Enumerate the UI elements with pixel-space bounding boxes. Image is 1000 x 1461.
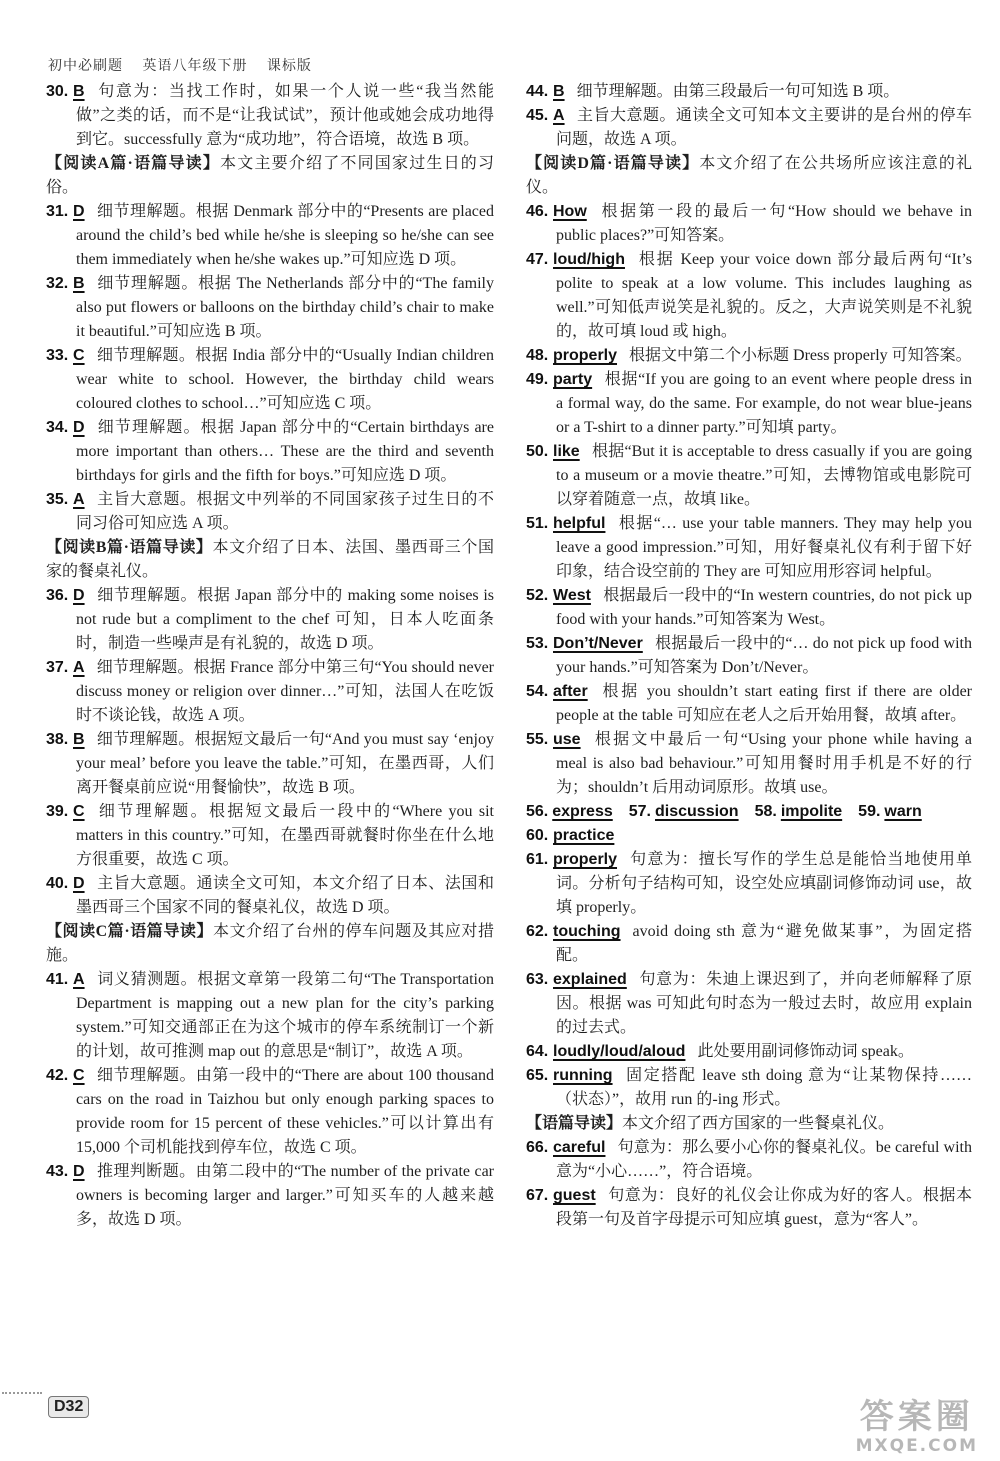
question-number: 65. (526, 1067, 549, 1084)
answer-item-61 (526, 848, 972, 920)
question-number: 62. (526, 923, 549, 940)
explanation-text: 主旨大意题。通读全文可知本文主要讲的是台州的停车问题，故选 A 项。 (556, 107, 972, 148)
passage-guide-d (526, 152, 972, 200)
answer-key: use (553, 731, 581, 748)
footer-dotted-rule (2, 1392, 42, 1396)
answer-item-48 (526, 344, 972, 368)
explanation-text: 根据“If you are going to an event where people dress in a formal way, do the same. For example, do not wear blue-jeans or a T-shirt to a dinner party.”可知填 party。 (556, 371, 972, 436)
question-number: 34. (46, 419, 69, 436)
question-number: 53. (526, 635, 549, 652)
answer-item-54 (526, 680, 972, 728)
question-number: 31. (46, 203, 69, 220)
explanation-text: 细节理解题。根据 India 部分中的“Usually Indian children wear white to school. However, the birthday child wears coloured clothes to school…”可知应选 C 项。 (76, 347, 494, 412)
answer-item-37 (46, 656, 494, 728)
right-column (526, 80, 972, 1232)
question-number: 39. (46, 803, 69, 820)
answer-key: C (73, 347, 85, 364)
answer-key: C (73, 803, 85, 820)
question-number: 48. (526, 347, 549, 364)
answer-key: A (73, 659, 85, 676)
answer-item-35 (46, 488, 494, 536)
section-label: 【阅读A篇·语篇导读】 (46, 155, 221, 172)
explanation-text: 根据“… use your table manners. They may help you leave a good impression.”可知，用好餐桌礼仪有利于留下好印象，结合设空前的 They are 可知应用形容词 helpful。 (556, 515, 972, 580)
answer-key: guest (553, 1187, 596, 1204)
question-number: 43. (46, 1163, 69, 1180)
book-edition: 课标版 (266, 58, 312, 74)
explanation-text: 句意为：当找工作时，如果一个人说一些“我当然能做”之类的话，而不是“让我试试”，预计他或她会成功地得到它。successfully 意为“成功地”，符合语境，故选 B 项。 (76, 83, 494, 148)
answer-item-64 (526, 1040, 972, 1064)
answer-key: like (553, 443, 580, 460)
watermark-logo (856, 1398, 978, 1456)
answer-key: B (553, 83, 565, 100)
section-summary: 本文介绍了日本、法国、墨西哥三个国家的餐桌礼仪。 (46, 539, 494, 580)
explanation-text: 固定搭配 leave sth doing 意为“让某物保持……（状态）”，故用 run 的-ing 形式。 (556, 1067, 972, 1108)
answer-key: properly (553, 347, 618, 364)
question-number: 37. (46, 659, 69, 676)
answer-key: D (73, 875, 85, 892)
explanation-text: 根据最后一段中的“In western countries, do not pick up food with your hands.”可知答案为 West。 (556, 587, 972, 628)
section-summary: 本文介绍了西方国家的一些餐桌礼仪。 (622, 1115, 895, 1132)
answer-item-47 (526, 248, 972, 344)
explanation-text: 细节理解题。根据 Japan 部分中的 making some noises is not rude but a compliment to the chef 可知，日本人吃面条时，制造一些噪声是有礼貌的，故选 D 项。 (76, 587, 494, 652)
answer-item-62 (526, 920, 972, 968)
watermark-logo-text: 答案圈 (859, 1397, 974, 1437)
answer-key: party (553, 371, 593, 388)
explanation-text: 句意为：良好的礼仪会让你成为好的客人。根据本段第一句及首字母提示可知应填 guest，意为“客人”。 (556, 1187, 972, 1228)
answer-item-66 (526, 1136, 972, 1184)
answer-key: running (553, 1067, 613, 1084)
passage-guide-final (526, 1112, 972, 1136)
answer-key: express (552, 803, 613, 820)
answer-key: impolite (780, 803, 843, 820)
answer-key: B (73, 731, 85, 748)
explanation-text: 主旨大意题。通读全文可知，本文介绍了日本、法国和墨西哥三个国家不同的餐桌礼仪，故选 D 项。 (76, 875, 494, 916)
page-header (48, 55, 326, 75)
answer-item-36 (46, 584, 494, 656)
answer-item-63 (526, 968, 972, 1040)
explanation-text: 根据第一段的最后一句“How should we behave in public places?”可知答案。 (556, 203, 972, 244)
explanation-text: 细节理解题。根据 Denmark 部分中的“Presents are placed around the child’s bed while he/she is sleeping so he/she can see them immediately when he/she wakes up.”可知应选 D 项。 (76, 203, 494, 268)
answer-key: discussion (655, 803, 739, 820)
question-number: 40. (46, 875, 69, 892)
explanation-text: avoid doing sth 意为“避免做某事”，为固定搭配。 (556, 923, 972, 964)
answer-item-53 (526, 632, 972, 680)
explanation-text: 细节理解题。根据 France 部分中第三句“You should never discuss money or religion over dinner…”可知，法国人在吃饭时不谈论钱，故选 A 项。 (76, 659, 494, 724)
passage-guide-b (46, 536, 494, 584)
answer-key: D (73, 419, 85, 436)
left-column (46, 80, 494, 1232)
question-number: 47. (526, 251, 549, 268)
question-number: 63. (526, 971, 549, 988)
question-number: 64. (526, 1043, 549, 1060)
explanation-text: 根据“But it is acceptable to dress casually if you are going to a museum or a movie theatre.”可知，去博物馆或电影院可以穿着随意一点，故填 like。 (556, 443, 972, 508)
explanation-text: 根据最后一段中的“… do not pick up food with your hands.”可知答案为 Don’t/Never。 (556, 635, 972, 676)
answer-item-38 (46, 728, 494, 800)
answer-key: C (73, 1067, 85, 1084)
answer-item-67 (526, 1184, 972, 1232)
question-number: 36. (46, 587, 69, 604)
explanation-text: 句意为：朱迪上课迟到了，并向老师解释了原因。根据 was 可知此句时态为一般过去时，故应用 explain 的过去式。 (556, 971, 972, 1036)
question-number: 67. (526, 1187, 549, 1204)
explanation-text: 根据 you shouldn’t start eating first if there are older people at the table 可知应在老人之后开始用餐，故填 after。 (556, 683, 972, 724)
answer-key: loud/high (553, 251, 625, 268)
answer-item-41 (46, 968, 494, 1064)
answer-item-55 (526, 728, 972, 800)
answer-key: West (553, 587, 591, 604)
answer-item-42 (46, 1064, 494, 1160)
question-number: 51. (526, 515, 549, 532)
answer-key: properly (553, 851, 618, 868)
explanation-text: 细节理解题。根据 Japan 部分中的“Certain birthdays are more important than others… These are the third and seventh birthdays for girls and the fifth for boys.”可知应选 D 项。 (76, 419, 494, 484)
question-number: 41. (46, 971, 69, 988)
section-label: 【阅读D篇·语篇导读】 (526, 155, 700, 172)
answer-key: B (73, 275, 85, 292)
explanation-text: 根据文中第二个小标题 Dress properly 可知答案。 (629, 347, 972, 364)
section-summary: 本文主要介绍了不同国家过生日的习俗。 (46, 155, 494, 196)
watermark-site-text: MXQE.COM (855, 1436, 978, 1456)
answer-item-44 (526, 80, 972, 104)
passage-guide-c (46, 920, 494, 968)
answer-item-31 (46, 200, 494, 272)
explanation-text: 此处要用副词修饰动词 speak。 (697, 1043, 914, 1060)
page-number: D32 (48, 1396, 89, 1418)
answer-key: helpful (553, 515, 606, 532)
question-number: 55. (526, 731, 549, 748)
question-number: 61. (526, 851, 549, 868)
answer-key: A (73, 971, 85, 988)
question-number: 57. (628, 803, 651, 820)
question-number: 45. (526, 107, 549, 124)
section-summary: 本文介绍了台州的停车问题及其应对措施。 (46, 923, 494, 964)
answer-item-33 (46, 344, 494, 416)
explanation-text: 细节理解题。根据 The Netherlands 部分中的“The family also put flowers or balloons on the birthday child’s chair to make it beautiful.”可知应选 B 项。 (76, 275, 494, 340)
question-number: 50. (526, 443, 549, 460)
answer-item-52 (526, 584, 972, 632)
question-number: 52. (526, 587, 549, 604)
answer-key: careful (553, 1139, 606, 1156)
answer-item-65 (526, 1064, 972, 1112)
question-number: 66. (526, 1139, 549, 1156)
question-number: 60. (526, 827, 549, 844)
answer-item-58 (755, 800, 843, 824)
answer-item-57 (629, 800, 739, 824)
answer-key: A (553, 107, 565, 124)
answer-row-56-59 (526, 800, 972, 824)
answer-item-32 (46, 272, 494, 344)
explanation-text: 推理判断题。由第二段中的“The number of the private car owners is becoming larger and larger.”可知买车的人越来越多，故选 D 项。 (76, 1163, 494, 1228)
answer-key: D (73, 203, 85, 220)
answer-key: explained (553, 971, 627, 988)
answer-item-40 (46, 872, 494, 920)
explanation-text: 句意为：那么要小心你的餐桌礼仪。be careful with 意为“小心……”，符合语境。 (556, 1139, 972, 1180)
answer-key: D (73, 587, 85, 604)
section-label: 【阅读C篇·语篇导读】 (46, 923, 214, 940)
answer-key: practice (553, 827, 615, 844)
section-summary: 本文介绍了在公共场所应该注意的礼仪。 (526, 155, 972, 196)
answer-item-51 (526, 512, 972, 584)
answer-key: D (73, 1163, 85, 1180)
question-number: 59. (858, 803, 881, 820)
question-number: 32. (46, 275, 69, 292)
question-number: 33. (46, 347, 69, 364)
answer-key: touching (553, 923, 621, 940)
answer-item-39 (46, 800, 494, 872)
question-number: 42. (46, 1067, 69, 1084)
explanation-text: 细节理解题。由第一段中的“There are about 100 thousand cars on the road in Taizhou but only enough parking spaces to provide room for 15 percent of these vehicles.”可以计算出有 15,000 个司机能找到停车位，故选 C 项。 (76, 1067, 494, 1156)
explanation-text: 词义猜测题。根据文章第一段第二句“The Transportation Department is mapping out a new plan for the city’s parking system.”可知交通部正在为这个城市的停车系统制订一个新的计划，故可推测 map out 的意思是“制订”，故选 A 项。 (76, 971, 494, 1060)
question-number: 44. (526, 83, 549, 100)
answer-key: How (553, 203, 587, 220)
question-number: 46. (526, 203, 549, 220)
explanation-text: 主旨大意题。根据文中列举的不同国家孩子过生日的不同习俗可知应选 A 项。 (76, 491, 494, 532)
explanation-text: 细节理解题。由第三段最后一句可知选 B 项。 (576, 83, 900, 100)
question-number: 49. (526, 371, 549, 388)
section-label: 【语篇导读】 (526, 1115, 623, 1132)
question-number: 54. (526, 683, 549, 700)
answer-item-43 (46, 1160, 494, 1232)
explanation-text: 根据 Keep your voice down 部分最后两句“It’s polite to speak at a low volume. This includes laughing as well.”可知低声说笑是礼貌的。反之，大声说笑则是不礼貌的，故可填 loud 或 high。 (556, 251, 972, 340)
answer-item-49 (526, 368, 972, 440)
explanation-text: 细节理解题。根据短文最后一段中的“Where you sit matters in this country.”可知，在墨西哥就餐时你坐在什么地方很重要，故选 C 项。 (76, 803, 494, 868)
answer-item-34 (46, 416, 494, 488)
answer-item-45 (526, 104, 972, 152)
answer-item-30 (46, 80, 494, 152)
answer-key: warn (884, 803, 922, 820)
answer-key: B (73, 83, 85, 100)
passage-guide-a (46, 152, 494, 200)
explanation-text: 句意为：擅长写作的学生总是能恰当地使用单词。分析句子结构可知，设空处应填副词修饰动词 use，故填 properly。 (556, 851, 972, 916)
question-number: 56. (526, 803, 549, 820)
explanation-text: 根据文中最后一句“Using your phone while having a meal is also bad behaviour.”可知用餐时用手机是不好的行为；shouldn’t 后用动词原形。故填 use。 (556, 731, 972, 796)
answer-key: loudly/loud/aloud (553, 1043, 686, 1060)
answer-item-46 (526, 200, 972, 248)
question-number: 58. (754, 803, 777, 820)
book-subject: 英语八年级下册 (142, 58, 248, 74)
question-number: 35. (46, 491, 69, 508)
question-number: 38. (46, 731, 69, 748)
answer-item-60 (526, 824, 972, 848)
explanation-text: 细节理解题。根据短文最后一句“And you must say ‘enjoy your meal’ before you leave the table.”可知，在墨西哥，人们离开餐桌前应说“用餐愉快”，故选 B 项。 (76, 731, 494, 796)
answer-item-59 (858, 800, 922, 824)
answer-key: after (553, 683, 588, 700)
question-number: 30. (46, 83, 69, 100)
answer-key: Don’t/Never (553, 635, 643, 652)
book-series: 初中必刷题 (48, 58, 123, 74)
section-label: 【阅读B篇·语篇导读】 (46, 539, 213, 556)
answer-key: A (73, 491, 85, 508)
answer-item-50 (526, 440, 972, 512)
answer-item-56 (526, 800, 613, 824)
